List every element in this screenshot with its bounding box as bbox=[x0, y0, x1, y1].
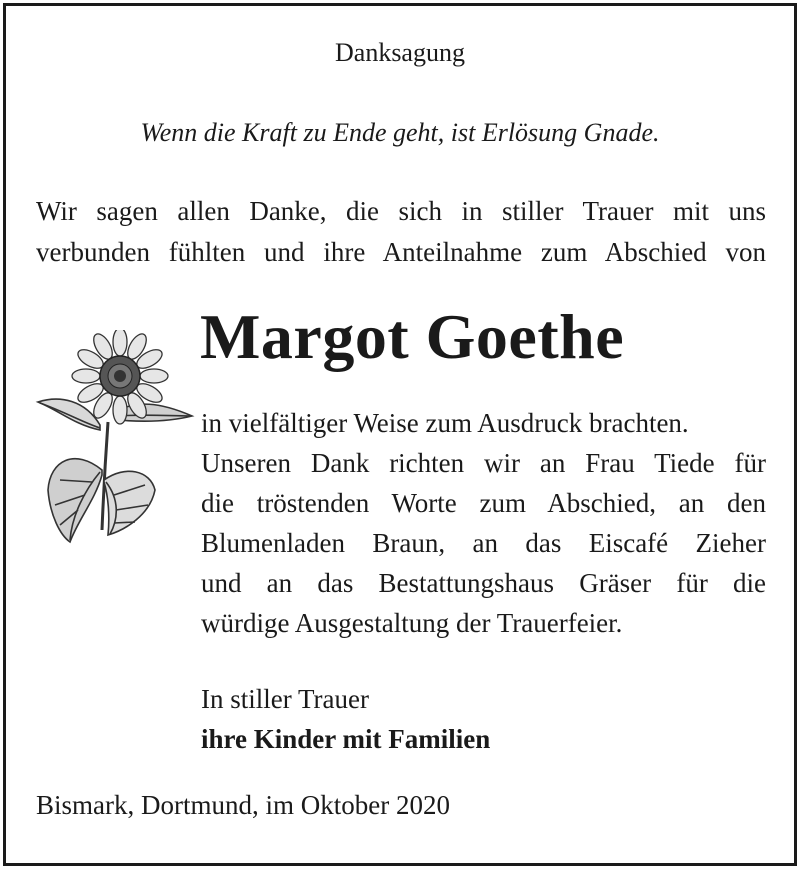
deceased-name: Margot Goethe bbox=[200, 301, 625, 372]
body-line-3: die tröstenden Worte zum Abschied, an den bbox=[201, 488, 766, 518]
closing-phrase: In stiller Trauer bbox=[201, 684, 369, 714]
body-line-6: würdige Ausgestaltung der Trauerfeier. bbox=[201, 608, 623, 638]
place-date: Bismark, Dortmund, im Oktober 2020 bbox=[36, 790, 450, 820]
body-line-5: und an das Bestattungshaus Gräser für die bbox=[201, 568, 766, 598]
sunflower-icon bbox=[30, 330, 200, 550]
body-line-2: Unseren Dank richten wir an Frau Tiede für bbox=[201, 448, 766, 478]
intro-line-1: Wir sagen allen Danke, die sich in stiller Trauer mit uns bbox=[36, 196, 766, 226]
intro-line-2: verbunden fühlten und ihre Anteilnahme zum Abschied von bbox=[36, 237, 766, 267]
notice-heading: Danksagung bbox=[335, 38, 465, 67]
body-line-1: in vielfältiger Weise zum Ausdruck brachten. bbox=[201, 408, 689, 438]
signature: ihre Kinder mit Familien bbox=[201, 724, 491, 754]
body-line-4: Blumenladen Braun, an das Eiscafé Zieher bbox=[201, 528, 766, 558]
motto-quote: Wenn die Kraft zu Ende geht, ist Erlösung Gnade. bbox=[140, 118, 660, 147]
